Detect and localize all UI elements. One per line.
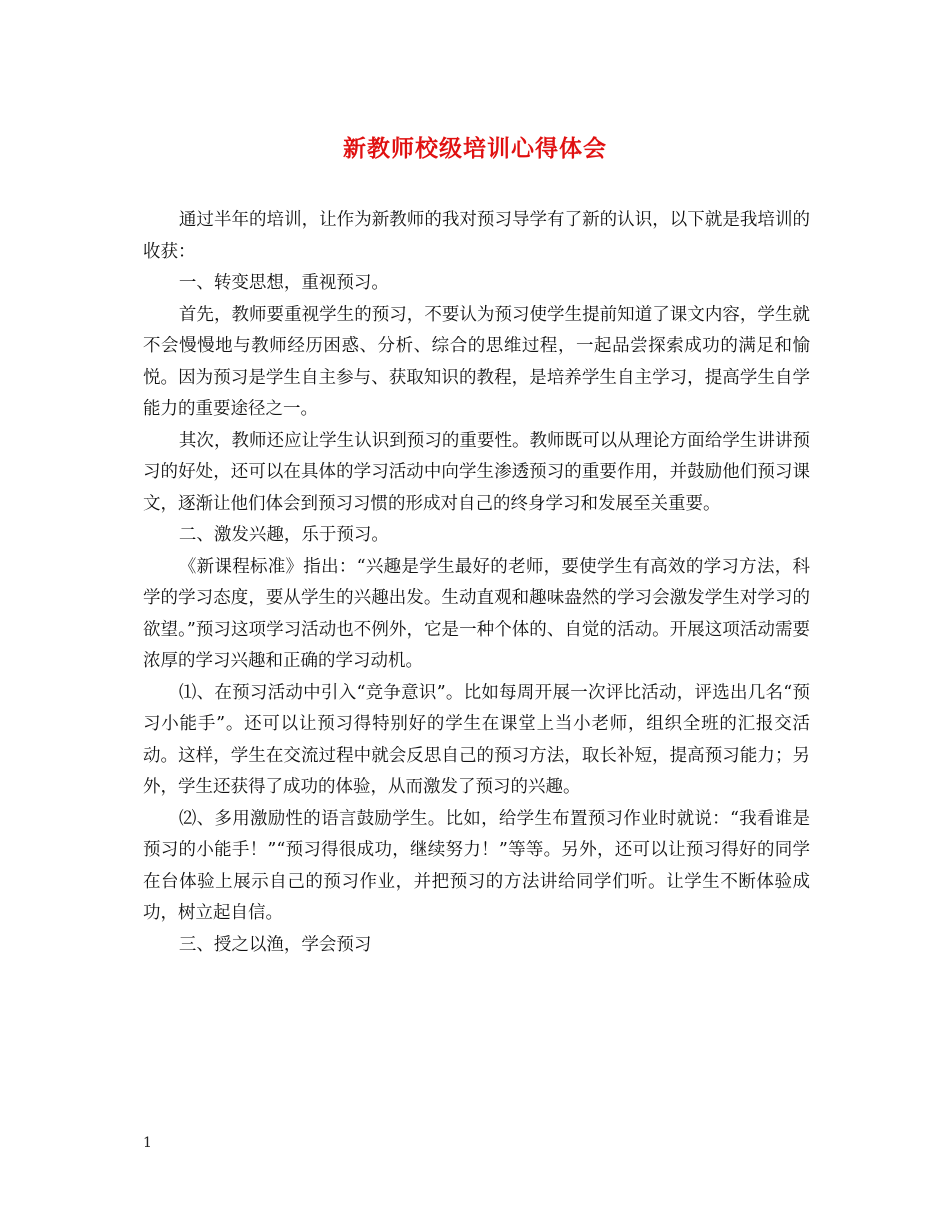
paragraph-item-1: ⑴、在预习活动中引入“竞争意识”。比如每周开展一次评比活动，评选出几名“预习小能手”。还可以让预习得特别好的学生在课堂上当小老师，组织全班的汇报交活动。这样，学生在交流过程中就会反思自己的预习方法，取长补短，提高预习能力；另外，学生还获得了成功的体验，从而激发了预习的兴趣。 xyxy=(143,682,810,797)
document-body xyxy=(143,205,810,961)
paragraph-second: 其次，教师还应让学生认识到预习的重要性。教师既可以从理论方面给学生讲讲预习的好处，还可以在具体的学习活动中向学生渗透预习的重要作用，并鼓励他们预习课文，逐渐让他们体会到预习习惯的形成对自己的终身学习和发展至关重要。 xyxy=(143,430,810,514)
heading-section-3: 三、授之以渔，学会预习 xyxy=(178,934,372,955)
heading-section-1: 一、转变思想，重视预习。 xyxy=(178,273,389,293)
page-number: 1 xyxy=(143,1135,152,1151)
heading-section-2: 二、激发兴趣，乐于预习。 xyxy=(178,525,389,545)
paragraph-first: 首先，教师要重视学生的预习，不要认为预习使学生提前知道了课文内容，学生就不会慢慢地与教师经历困惑、分析、综合的思维过程，一起品尝探索成功的满足和愉悦。因为预习是学生自主参与、获取知识的教程，是培养学生自主学习，提高学生自学能力的重要途径之一。 xyxy=(143,304,810,419)
document-title: 新教师校级培训心得体会 xyxy=(343,135,607,162)
paragraph-item-2: ⑵、多用激励性的语言鼓励学生。比如，给学生布置预习作业时就说：“我看谁是预习的小能手！”“预习得很成功，继续努力！”等等。另外，还可以让预习得好的同学在台体验上展示自己的预习作业，并把预习的方法讲给同学们听。让学生不断体验成功，树立起自信。 xyxy=(143,808,810,923)
paragraph-standard-quote: 《新课程标准》指出：“兴趣是学生最好的老师，要使学生有高效的学习方法，科学的学习态度，要从学生的兴趣出发。生动直观和趣味盎然的学习会激发学生对学习的欲望。”预习这项学习活动也不例外，它是一种个体的、自觉的活动。开展这项活动需要浓厚的学习兴趣和正确的学习动机。 xyxy=(143,556,810,671)
paragraph-intro: 通过半年的培训，让作为新教师的我对预习导学有了新的认识，以下就是我培训的收获： xyxy=(143,210,810,262)
